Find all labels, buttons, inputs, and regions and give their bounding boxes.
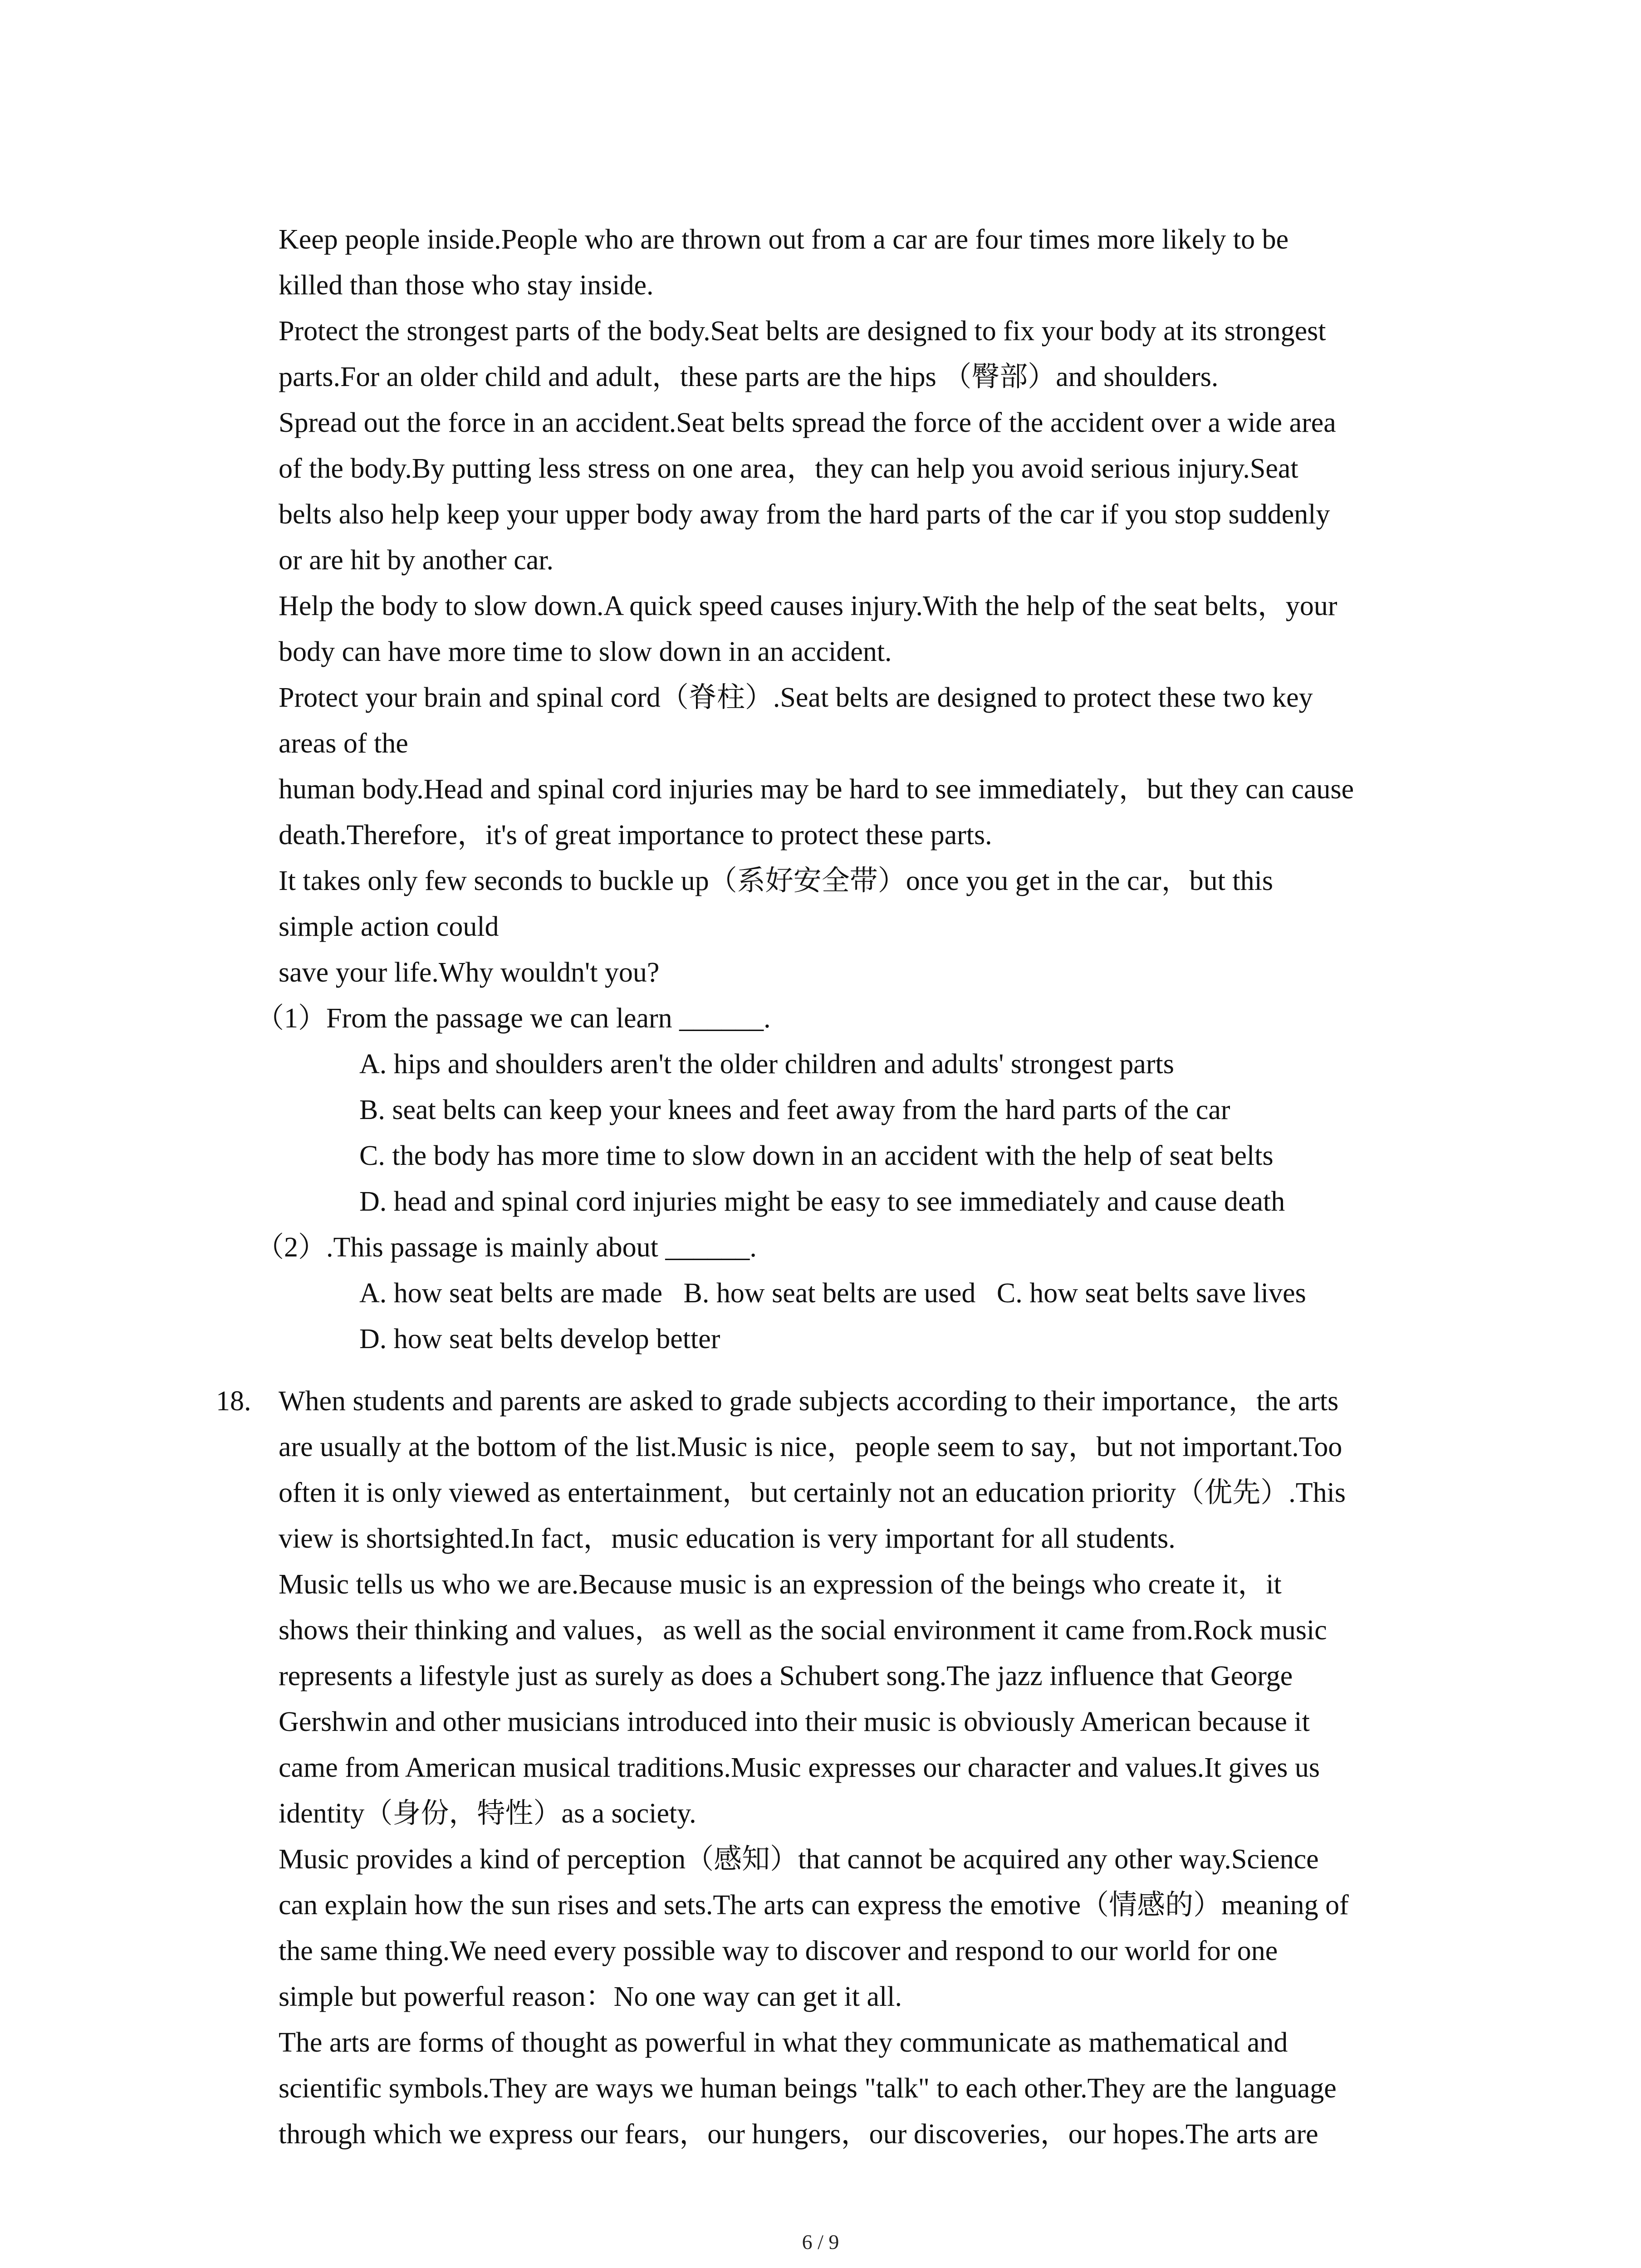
paragraph-line: body can have more time to slow down in an accident. (279, 636, 892, 667)
paragraph-line: save your life.Why wouldn't you? (279, 957, 660, 988)
passage-17 (256, 217, 1467, 1362)
paragraph-line: can explain how the sun rises and sets.The arts can express the emotive（情感的）meaning of (279, 1890, 1349, 1921)
paragraph-line: came from American musical traditions.Music expresses our character and values.It gives us (279, 1752, 1320, 1783)
paragraph-line: When students and parents are asked to grade subjects according to their importance，the arts (279, 1386, 1339, 1417)
paragraph-line: Protect the strongest parts of the body.Seat belts are designed to fix your body at its strongest (279, 316, 1326, 347)
paragraph-line: Keep people inside.People who are thrown out from a car are four times more likely to be (279, 224, 1289, 255)
option-c: C. the body has more time to slow down in an accident with the help of seat belts (359, 1140, 1274, 1171)
paragraph-line: killed than those who stay inside. (279, 270, 654, 301)
paragraph-line: of the body.By putting less stress on one area，they can help you avoid serious injury.Seat (279, 453, 1298, 484)
paragraph-line: Help the body to slow down.A quick speed causes injury.With the help of the seat belts，your (279, 591, 1337, 621)
options-abc: A. how seat belts are made B. how seat belts are used C. how seat belts save lives (359, 1278, 1306, 1309)
paragraph-line: Spread out the force in an accident.Seat belts spread the force of the accident over a wide area (279, 407, 1336, 438)
paragraph-line: Gershwin and other musicians introduced into their music is obviously American because it (279, 1706, 1310, 1737)
paragraph-line: the same thing.We need every possible way to discover and respond to our world for one (279, 1936, 1278, 1966)
paragraph-line: often it is only viewed as entertainment，but certainly not an education priority（优先）.This (279, 1477, 1346, 1508)
paragraph-line: Music provides a kind of perception（感知）that cannot be acquired any other way.Science (279, 1844, 1319, 1875)
paragraph-line: death.Therefore，it's of great importance to protect these parts. (279, 820, 992, 850)
paragraph-line: Music tells us who we are.Because music is an expression of the beings who create it，it (279, 1569, 1282, 1600)
paragraph-line: It takes only few seconds to buckle up（系好安全带）once you get in the car，but this (279, 865, 1273, 896)
paragraph-line: view is shortsighted.In fact，music education is very important for all students. (279, 1523, 1176, 1554)
paragraph-line: shows their thinking and values，as well as the social environment it came from.Rock music (279, 1615, 1327, 1646)
question-2: （2）.This passage is mainly about ______. (256, 1232, 757, 1263)
paragraph-line: identity（身份，特性）as a society. (279, 1798, 696, 1829)
option-b: B. seat belts can keep your knees and feet away from the hard parts of the car (359, 1095, 1230, 1125)
page-content (216, 217, 1467, 2157)
question-1: （1）From the passage we can learn ______. (256, 1003, 771, 1034)
paragraph-line: represents a lifestyle just as surely as does a Schubert song.The jazz influence that George (279, 1661, 1293, 1691)
paragraph-line: scientific symbols.They are ways we human beings "talk" to each other.They are the language (279, 2073, 1337, 2104)
paragraph-line: The arts are forms of thought as powerful in what they communicate as mathematical and (279, 2027, 1288, 2058)
page-number: 6 / 9 (802, 2230, 839, 2253)
paragraph-line: human body.Head and spinal cord injuries may be hard to see immediately，but they can cause (279, 774, 1354, 805)
paragraph-line: are usually at the bottom of the list.Music is nice，people seem to say，but not important.Too (279, 1432, 1342, 1462)
option-a: A. hips and shoulders aren't the older children and adults' strongest parts (359, 1049, 1174, 1080)
paragraph-line: parts.For an older child and adult，these parts are the hips （臀部）and shoulders. (279, 362, 1219, 392)
paragraph-line: simple but powerful reason：No one way can get it all. (279, 1981, 902, 2012)
paragraph-line: through which we express our fears，our hungers，our discoveries，our hopes.The arts are (279, 2119, 1318, 2150)
paragraph-line: simple action could (279, 911, 499, 942)
paragraph-line: areas of the (279, 728, 408, 759)
section-gap (279, 1362, 1467, 1378)
paragraph-line: or are hit by another car. (279, 545, 554, 576)
option-d: D. how seat belts develop better (359, 1324, 720, 1354)
question-number: 18. (216, 1386, 251, 1417)
option-d: D. head and spinal cord injuries might be easy to see immediately and cause death (359, 1186, 1285, 1217)
paragraph-line: belts also help keep your upper body away from the hard parts of the car if you stop suddenly (279, 499, 1330, 530)
passage-18 (216, 1378, 1467, 2157)
paragraph-line: Protect your brain and spinal cord（脊柱）.Seat belts are designed to protect these two key (279, 682, 1313, 713)
